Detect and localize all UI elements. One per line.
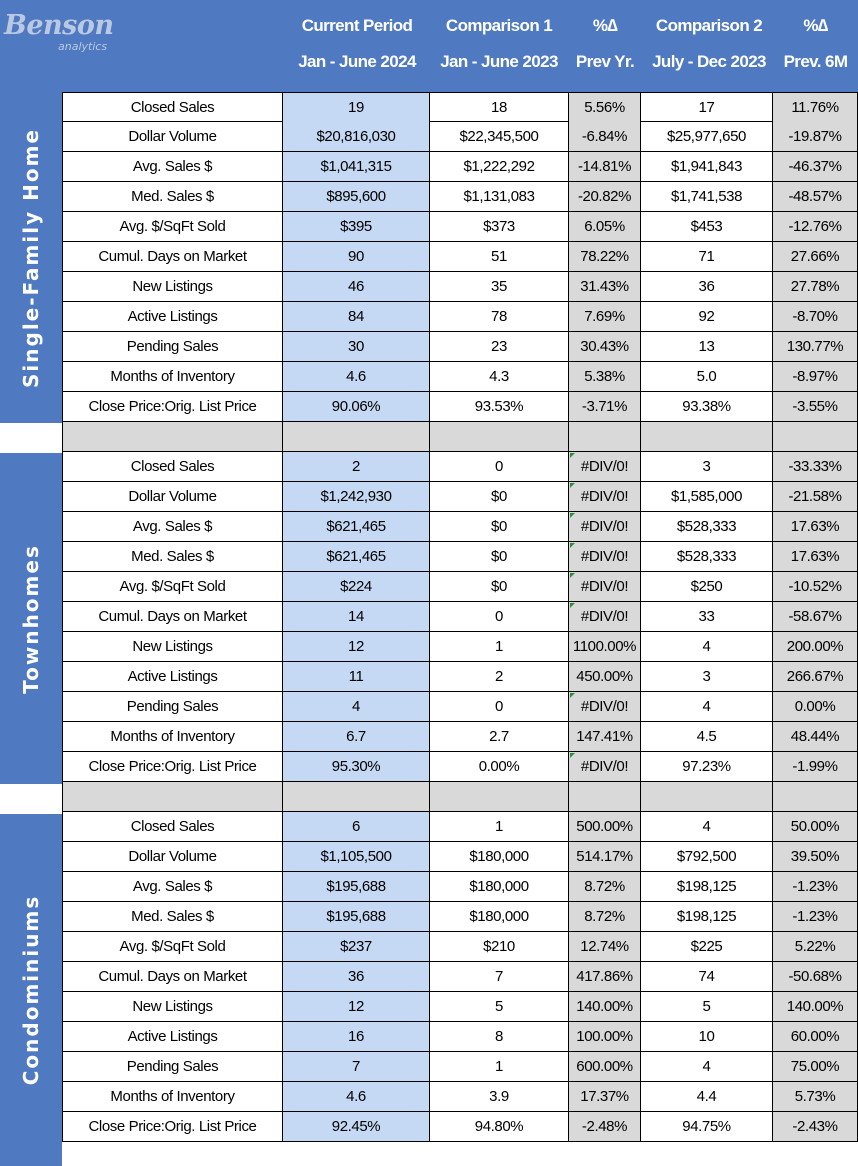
pct-change-prev-6m: 0.00% <box>773 692 858 721</box>
metric-label: Med. Sales $ <box>62 902 283 931</box>
current-period-value: $895,600 <box>283 182 430 211</box>
metric-label: Active Listings <box>62 1022 283 1051</box>
pct-change-prev-6m: 27.66% <box>773 242 858 271</box>
comparison-1-value: $1,131,083 <box>430 182 569 211</box>
comparison-1-value: 78 <box>430 302 569 331</box>
pct-change-prev-6m: -58.67% <box>773 602 858 631</box>
header-comp2-range: July - Dec 2023 <box>652 52 766 71</box>
current-period-value: $1,041,315 <box>283 152 430 181</box>
pct-change-prev-year: #DIV/0! <box>569 752 641 781</box>
header-pct2-symbol: %∆ <box>803 16 828 35</box>
comparison-2-value: 10 <box>641 1022 773 1051</box>
table-row <box>62 1022 858 1052</box>
metric-label: New Listings <box>62 992 283 1021</box>
comparison-1-value: 23 <box>430 332 569 361</box>
header-pct1-symbol: %∆ <box>592 16 618 35</box>
comparison-2-value: 4 <box>641 632 773 661</box>
pct-change-prev-6m: -8.70% <box>773 302 858 331</box>
comparison-1-value: 1 <box>430 1052 569 1081</box>
comparison-2-value: 36 <box>641 272 773 301</box>
metric-label: Cumul. Days on Market <box>62 602 283 631</box>
comparison-2-value: 71 <box>641 242 773 271</box>
comparison-1-value: 0 <box>430 452 569 481</box>
metric-label: Closed Sales <box>62 452 283 481</box>
pct-change-prev-year: #DIV/0! <box>569 452 641 481</box>
current-period-value: 46 <box>283 272 430 301</box>
metric-label: New Listings <box>62 272 283 301</box>
current-period-value: 6 <box>283 812 430 841</box>
comparison-1-value: 8 <box>430 1022 569 1051</box>
comparison-1-value: 1 <box>430 812 569 841</box>
comparison-2-value: 97.23% <box>641 752 773 781</box>
current-period-value: 12 <box>283 992 430 1021</box>
section-label-townhomes: Townhomes <box>19 543 43 694</box>
comparison-1-value: 5 <box>430 992 569 1021</box>
table-row <box>62 392 858 422</box>
pct-change-prev-year: -14.81% <box>569 152 641 181</box>
comparison-1-value: 94.80% <box>430 1112 569 1141</box>
table-row <box>62 752 858 782</box>
comparison-2-value: $250 <box>641 572 773 601</box>
spacer-cell <box>283 782 430 811</box>
pct-change-prev-6m: 17.63% <box>773 512 858 541</box>
comparison-2-value: $198,125 <box>641 872 773 901</box>
current-period-value: 90.06% <box>283 392 430 421</box>
comparison-1-value: $180,000 <box>430 872 569 901</box>
comparison-1-value: $0 <box>430 482 569 511</box>
comparison-2-value: 4 <box>641 812 773 841</box>
comparison-2-value: 17 <box>641 93 773 122</box>
current-period-value: $20,816,030 <box>283 122 430 151</box>
metric-label: Avg. Sales $ <box>62 152 283 181</box>
table-row <box>62 212 858 242</box>
spacer-cell <box>62 422 283 451</box>
pct-change-prev-year: 8.72% <box>569 872 641 901</box>
section-bar-condominiums <box>0 814 62 1166</box>
metric-label: Active Listings <box>62 302 283 331</box>
pct-change-prev-6m: -2.43% <box>773 1112 858 1141</box>
table-row <box>62 332 858 362</box>
metric-label: Dollar Volume <box>62 482 283 511</box>
table-row <box>62 962 858 992</box>
pct-change-prev-year: 450.00% <box>569 662 641 691</box>
pct-change-prev-6m: -1.23% <box>773 872 858 901</box>
table-row <box>62 872 858 902</box>
pct-change-prev-year: 500.00% <box>569 812 641 841</box>
pct-change-prev-year: 78.22% <box>569 242 641 271</box>
pct-change-prev-year: -20.82% <box>569 182 641 211</box>
table-row <box>62 992 858 1022</box>
pct-change-prev-year: #DIV/0! <box>569 542 641 571</box>
table-row <box>62 92 858 122</box>
current-period-value: 4 <box>283 692 430 721</box>
report-header <box>0 0 858 92</box>
metric-label: Close Price:Orig. List Price <box>62 752 283 781</box>
table-row <box>62 452 858 482</box>
header-current-range: Jan - June 2024 <box>298 52 416 71</box>
table-row <box>62 512 858 542</box>
metric-label: Close Price:Orig. List Price <box>62 392 283 421</box>
metric-label: Closed Sales <box>62 93 283 122</box>
pct-change-prev-6m: -33.33% <box>773 452 858 481</box>
comparison-1-value: 4.3 <box>430 362 569 391</box>
pct-change-prev-year: 17.37% <box>569 1082 641 1111</box>
logo-wordmark: Benson <box>4 10 114 41</box>
pct-change-prev-year: 8.72% <box>569 902 641 931</box>
metric-label: Months of Inventory <box>62 722 283 751</box>
comparison-1-value: 93.53% <box>430 392 569 421</box>
metric-label: Avg. Sales $ <box>62 512 283 541</box>
header-pct-change-prev-6m <box>773 8 858 88</box>
pct-change-prev-6m: -12.76% <box>773 212 858 241</box>
metric-label: Cumul. Days on Market <box>62 962 283 991</box>
current-period-value: $621,465 <box>283 512 430 541</box>
pct-change-prev-6m: 75.00% <box>773 1052 858 1081</box>
header-pct-change-prev-year <box>568 8 642 88</box>
metric-label: Months of Inventory <box>62 362 283 391</box>
pct-change-prev-year: 140.00% <box>569 992 641 1021</box>
pct-change-prev-year: -2.48% <box>569 1112 641 1141</box>
comparison-1-value: 0.00% <box>430 752 569 781</box>
spacer-cell <box>773 782 858 811</box>
table-row <box>62 242 858 272</box>
pct-change-prev-year: 31.43% <box>569 272 641 301</box>
pct-change-prev-6m: 27.78% <box>773 272 858 301</box>
pct-change-prev-6m: 39.50% <box>773 842 858 871</box>
table-row <box>62 1112 858 1142</box>
metric-label: Avg. Sales $ <box>62 872 283 901</box>
metric-label: Pending Sales <box>62 1052 283 1081</box>
current-period-value: $1,105,500 <box>283 842 430 871</box>
comparison-2-value: $528,333 <box>641 512 773 541</box>
comparison-1-value: 2 <box>430 662 569 691</box>
comparison-2-value: 3 <box>641 452 773 481</box>
comparison-2-value: $198,125 <box>641 902 773 931</box>
comparison-2-value: 94.75% <box>641 1112 773 1141</box>
current-period-value: 2 <box>283 452 430 481</box>
current-period-value: 90 <box>283 242 430 271</box>
metric-label: Active Listings <box>62 662 283 691</box>
table-row <box>62 482 858 512</box>
current-period-value: 12 <box>283 632 430 661</box>
comparison-2-value: $1,941,843 <box>641 152 773 181</box>
metric-label: Close Price:Orig. List Price <box>62 1112 283 1141</box>
metric-label: Avg. $/SqFt Sold <box>62 932 283 961</box>
pct-change-prev-6m: 50.00% <box>773 812 858 841</box>
spacer-cell <box>430 782 569 811</box>
table-row <box>62 182 858 212</box>
pct-change-prev-year: 12.74% <box>569 932 641 961</box>
table-row <box>62 272 858 302</box>
comparison-1-value: $0 <box>430 572 569 601</box>
comparison-1-value: $373 <box>430 212 569 241</box>
pct-change-prev-year: 100.00% <box>569 1022 641 1051</box>
spacer-cell <box>569 782 641 811</box>
pct-change-prev-6m: -10.52% <box>773 572 858 601</box>
metric-label: Med. Sales $ <box>62 182 283 211</box>
section-bar-townhomes <box>0 453 62 784</box>
comparison-2-value: $25,977,650 <box>641 122 773 151</box>
metric-label: Med. Sales $ <box>62 542 283 571</box>
comparison-2-value: 4.4 <box>641 1082 773 1111</box>
pct-change-prev-year: 417.86% <box>569 962 641 991</box>
pct-change-prev-6m: 11.76% <box>773 93 858 122</box>
comparison-2-value: 13 <box>641 332 773 361</box>
current-period-value: $195,688 <box>283 902 430 931</box>
pct-change-prev-6m: 266.67% <box>773 662 858 691</box>
comparison-2-value: $1,741,538 <box>641 182 773 211</box>
pct-change-prev-year: 5.56% <box>569 93 641 122</box>
current-period-value: $621,465 <box>283 542 430 571</box>
comparison-2-value: 5 <box>641 992 773 1021</box>
table-row <box>62 812 858 842</box>
current-period-value: $224 <box>283 572 430 601</box>
pct-change-prev-year: 5.38% <box>569 362 641 391</box>
spacer-cell <box>430 422 569 451</box>
pct-change-prev-6m: 5.73% <box>773 1082 858 1111</box>
pct-change-prev-6m: 17.63% <box>773 542 858 571</box>
pct-change-prev-6m: -8.97% <box>773 362 858 391</box>
pct-change-prev-year: #DIV/0! <box>569 692 641 721</box>
pct-change-prev-6m: 60.00% <box>773 1022 858 1051</box>
current-period-value: 36 <box>283 962 430 991</box>
pct-change-prev-6m: -19.87% <box>773 122 858 151</box>
comparison-1-value: $0 <box>430 512 569 541</box>
pct-change-prev-year: 147.41% <box>569 722 641 751</box>
benson-analytics-logo <box>4 10 116 62</box>
comparison-1-value: $210 <box>430 932 569 961</box>
comparison-2-value: 4 <box>641 1052 773 1081</box>
table-row <box>62 902 858 932</box>
current-period-value: 16 <box>283 1022 430 1051</box>
current-period-value: 30 <box>283 332 430 361</box>
current-period-value: 6.7 <box>283 722 430 751</box>
comparison-2-value: 93.38% <box>641 392 773 421</box>
table-row <box>62 362 858 392</box>
header-comparison-1 <box>432 8 566 88</box>
comparison-2-value: $528,333 <box>641 542 773 571</box>
pct-change-prev-year: 1100.00% <box>569 632 641 661</box>
spacer-cell <box>641 422 773 451</box>
section-spacer-row <box>62 422 858 452</box>
comparison-2-value: $225 <box>641 932 773 961</box>
comparison-1-value: 35 <box>430 272 569 301</box>
metric-label: Dollar Volume <box>62 842 283 871</box>
section-bar-single-family <box>0 92 62 423</box>
table-row <box>62 722 858 752</box>
current-period-value: 11 <box>283 662 430 691</box>
pct-change-prev-year: -6.84% <box>569 122 641 151</box>
pct-change-prev-6m: -1.23% <box>773 902 858 931</box>
section-label-single-family: Single-Family Home <box>19 127 43 388</box>
table-row <box>62 1082 858 1112</box>
current-period-value: $237 <box>283 932 430 961</box>
table-row <box>62 122 858 152</box>
comparison-2-value: $792,500 <box>641 842 773 871</box>
pct-change-prev-year: 7.69% <box>569 302 641 331</box>
table-row <box>62 572 858 602</box>
comparison-2-value: 3 <box>641 662 773 691</box>
pct-change-prev-6m: -46.37% <box>773 152 858 181</box>
metric-label: Months of Inventory <box>62 1082 283 1111</box>
comparison-1-value: $180,000 <box>430 902 569 931</box>
pct-change-prev-6m: -48.57% <box>773 182 858 211</box>
table-row <box>62 1052 858 1082</box>
current-period-value: 19 <box>283 93 430 122</box>
table-row <box>62 602 858 632</box>
pct-change-prev-year: 514.17% <box>569 842 641 871</box>
comparison-2-value: 5.0 <box>641 362 773 391</box>
spacer-cell <box>773 422 858 451</box>
pct-change-prev-year: -3.71% <box>569 392 641 421</box>
header-current-period <box>286 8 428 88</box>
table-row <box>62 662 858 692</box>
pct-change-prev-year: #DIV/0! <box>569 572 641 601</box>
table-row <box>62 692 858 722</box>
table-row <box>62 632 858 662</box>
section-spacer-row <box>62 782 858 812</box>
comparison-1-value: $22,345,500 <box>430 122 569 151</box>
comparison-2-value: $453 <box>641 212 773 241</box>
pct-change-prev-year: 600.00% <box>569 1052 641 1081</box>
table-row <box>62 542 858 572</box>
metric-label: Cumul. Days on Market <box>62 242 283 271</box>
comparison-1-value: 0 <box>430 602 569 631</box>
table-row <box>62 302 858 332</box>
pct-change-prev-6m: -3.55% <box>773 392 858 421</box>
pct-change-prev-6m: -50.68% <box>773 962 858 991</box>
metric-label: Pending Sales <box>62 332 283 361</box>
metric-label: Dollar Volume <box>62 122 283 151</box>
table-row <box>62 932 858 962</box>
logo-subtitle: analytics <box>58 40 108 53</box>
comparison-1-value: 18 <box>430 93 569 122</box>
pct-change-prev-year: #DIV/0! <box>569 602 641 631</box>
metric-label: Avg. $/SqFt Sold <box>62 572 283 601</box>
comparison-1-value: 51 <box>430 242 569 271</box>
pct-change-prev-6m: 140.00% <box>773 992 858 1021</box>
current-period-value: $195,688 <box>283 872 430 901</box>
spacer-cell <box>283 422 430 451</box>
header-comp2-title: Comparison 2 <box>655 16 763 35</box>
comparison-2-value: 74 <box>641 962 773 991</box>
metric-label: Closed Sales <box>62 812 283 841</box>
metric-label: Pending Sales <box>62 692 283 721</box>
comparison-2-value: 4.5 <box>641 722 773 751</box>
header-current-title: Current Period <box>301 16 413 35</box>
table-row <box>62 152 858 182</box>
comparison-2-value: $1,585,000 <box>641 482 773 511</box>
comparison-1-value: 3.9 <box>430 1082 569 1111</box>
header-pct1-label: Prev Yr. <box>575 52 635 71</box>
table-row <box>62 842 858 872</box>
metric-label: Avg. $/SqFt Sold <box>62 212 283 241</box>
current-period-value: 14 <box>283 602 430 631</box>
header-comp1-title: Comparison 1 <box>445 16 553 35</box>
metrics-table <box>62 92 858 1142</box>
comparison-1-value: $180,000 <box>430 842 569 871</box>
pct-change-prev-6m: 130.77% <box>773 332 858 361</box>
comparison-1-value: $0 <box>430 542 569 571</box>
comparison-1-value: $1,222,292 <box>430 152 569 181</box>
pct-change-prev-6m: -1.99% <box>773 752 858 781</box>
current-period-value: $395 <box>283 212 430 241</box>
current-period-value: 7 <box>283 1052 430 1081</box>
pct-change-prev-6m: 5.22% <box>773 932 858 961</box>
comparison-1-value: 2.7 <box>430 722 569 751</box>
pct-change-prev-year: #DIV/0! <box>569 482 641 511</box>
spacer-cell <box>641 782 773 811</box>
current-period-value: 92.45% <box>283 1112 430 1141</box>
pct-change-prev-6m: 200.00% <box>773 632 858 661</box>
current-period-value: 4.6 <box>283 362 430 391</box>
comparison-1-value: 1 <box>430 632 569 661</box>
spacer-cell <box>62 782 283 811</box>
comparison-2-value: 4 <box>641 692 773 721</box>
spacer-cell <box>569 422 641 451</box>
comparison-1-value: 0 <box>430 692 569 721</box>
pct-change-prev-year: 6.05% <box>569 212 641 241</box>
comparison-2-value: 92 <box>641 302 773 331</box>
comparison-2-value: 33 <box>641 602 773 631</box>
header-comparison-2 <box>643 8 775 88</box>
current-period-value: 4.6 <box>283 1082 430 1111</box>
header-comp1-range: Jan - June 2023 <box>440 52 558 71</box>
comparison-1-value: 7 <box>430 962 569 991</box>
pct-change-prev-6m: -21.58% <box>773 482 858 511</box>
header-pct2-label: Prev. 6M <box>783 52 848 71</box>
pct-change-prev-6m: 48.44% <box>773 722 858 751</box>
section-label-condominiums: Condominiums <box>19 894 43 1086</box>
pct-change-prev-year: 30.43% <box>569 332 641 361</box>
pct-change-prev-year: #DIV/0! <box>569 512 641 541</box>
current-period-value: 84 <box>283 302 430 331</box>
current-period-value: $1,242,930 <box>283 482 430 511</box>
current-period-value: 95.30% <box>283 752 430 781</box>
metric-label: New Listings <box>62 632 283 661</box>
